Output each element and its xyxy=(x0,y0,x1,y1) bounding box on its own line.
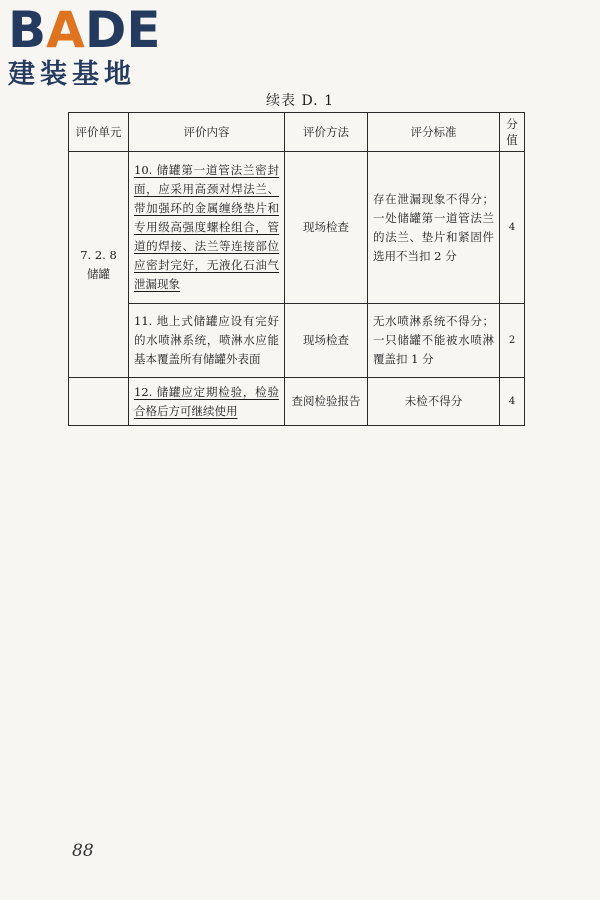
method-cell: 现场检查 xyxy=(285,304,368,378)
table-header-row xyxy=(69,113,525,152)
criteria-cell: 无水喷淋系统不得分；一只储罐不能被水喷淋覆盖扣 1 分 xyxy=(368,304,500,378)
logo-subtitle: 建装基地 xyxy=(8,59,136,90)
header-content: 评价内容 xyxy=(129,113,285,152)
content-cell: 11. 地上式储罐应设有完好的水喷淋系统，喷淋水应能基本覆盖所有储罐外表面 xyxy=(129,304,285,378)
table-row xyxy=(69,378,525,426)
header-score: 分值 xyxy=(500,113,525,152)
logo-wordmark: BADE xyxy=(8,1,161,59)
content-cell: 12. 储罐应定期检验，检验合格后方可继续使用 xyxy=(129,378,285,426)
table-row xyxy=(69,304,525,378)
content-cell: 10. 储罐第一道管法兰密封面，应采用高颈对焊法兰、带加强环的金属缠绕垫片和专用级高强度螺栓组合，管道的焊接、法兰等连接部位应密封完好，无液化石油气泄漏现象 xyxy=(129,152,285,304)
header-unit: 评价单元 xyxy=(69,113,129,152)
criteria-cell: 未检不得分 xyxy=(368,378,500,426)
score-cell: 4 xyxy=(500,378,525,426)
criteria-cell: 存在泄漏现象不得分；一处储罐第一道管法兰的法兰、垫片和紧固件选用不当扣 2 分 xyxy=(368,152,500,304)
score-cell: 4 xyxy=(500,152,525,304)
logo xyxy=(6,2,176,97)
unit-cell-empty xyxy=(69,378,129,426)
table-caption: 续表 D. 1 xyxy=(266,93,334,109)
score-cell: 2 xyxy=(500,304,525,378)
header-criteria: 评分标准 xyxy=(368,113,500,152)
unit-cell: 7. 2. 8 储罐 xyxy=(69,152,129,378)
page-number: 88 xyxy=(72,841,94,861)
evaluation-table xyxy=(68,112,525,426)
logo-accent-letter: A xyxy=(46,1,85,59)
method-cell: 现场检查 xyxy=(285,152,368,304)
header-method: 评价方法 xyxy=(285,113,368,152)
method-cell: 查阅检验报告 xyxy=(285,378,368,426)
table-row xyxy=(69,152,525,304)
